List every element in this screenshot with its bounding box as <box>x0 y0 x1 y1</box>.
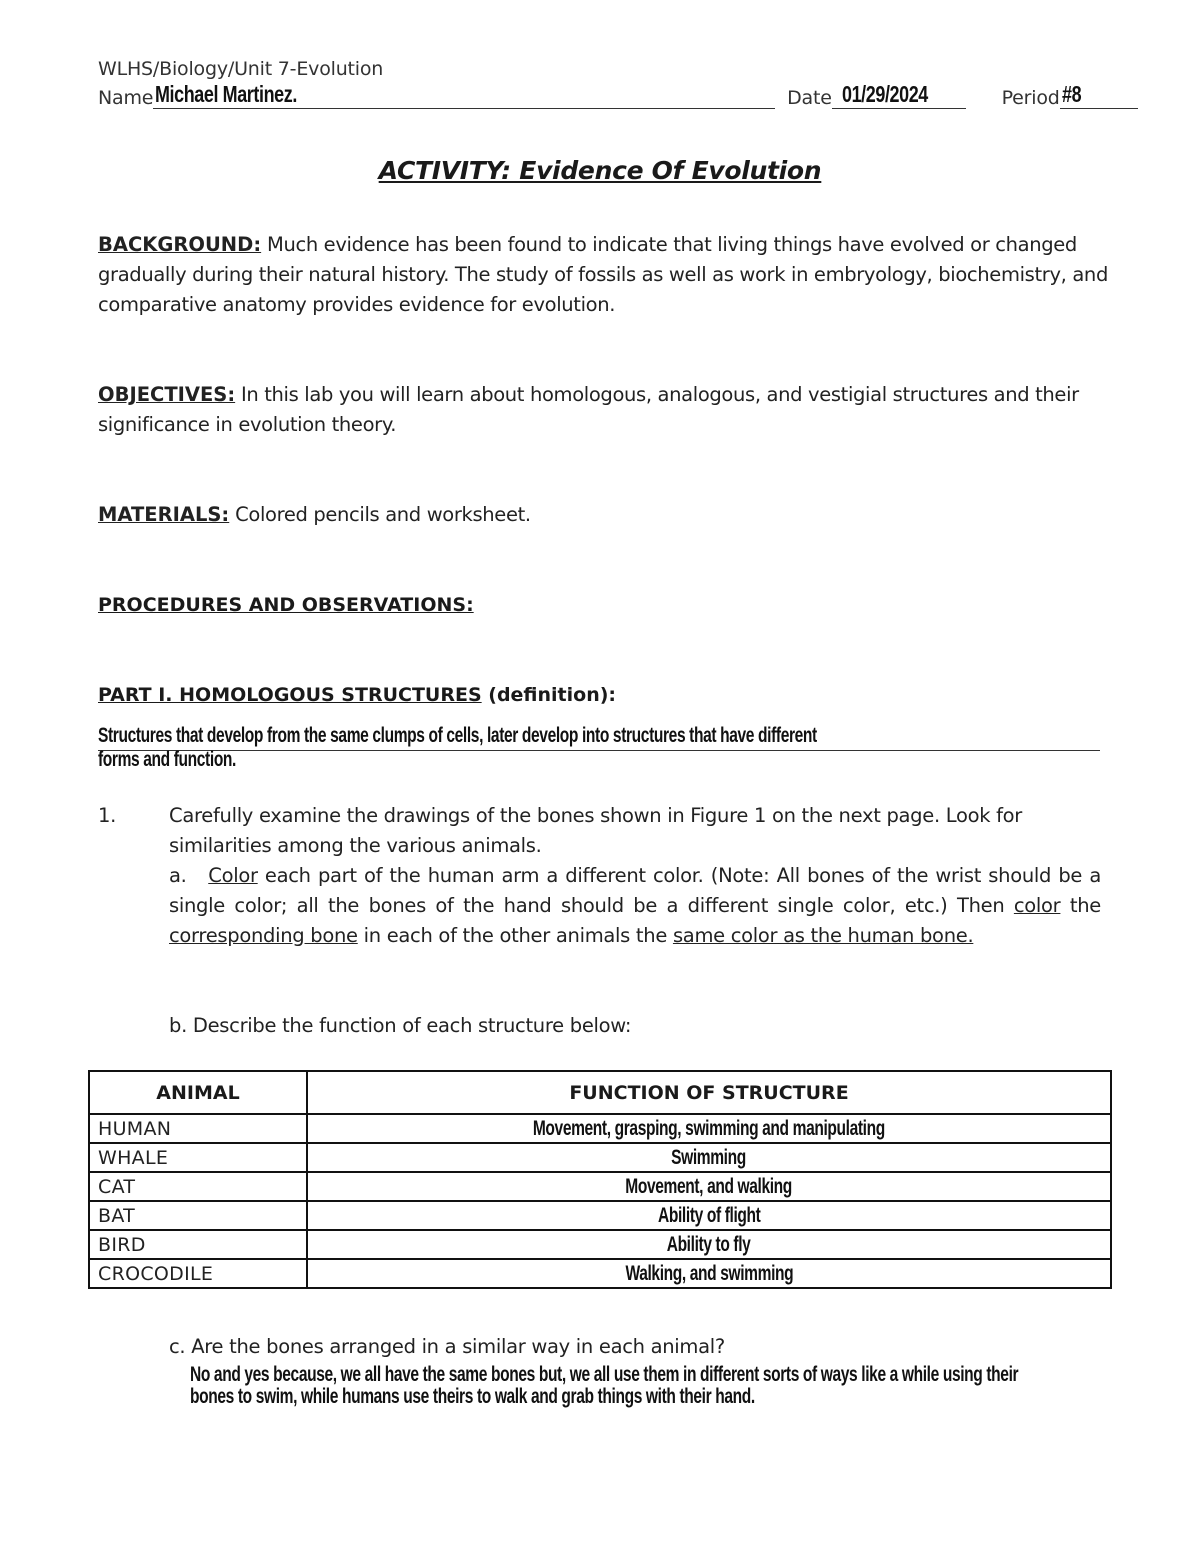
function-table <box>88 1070 1112 1289</box>
materials-section <box>98 500 1108 530</box>
materials-text: Colored pencils and worksheet. <box>229 503 531 526</box>
table-header-row <box>89 1071 1111 1114</box>
function-cell[interactable] <box>307 1114 1111 1143</box>
function-answer: Movement, and walking <box>625 1174 793 1198</box>
period-value: #8 <box>1061 81 1081 107</box>
q1c-text: c. Are the bones arranged in a similar way in each animal? <box>169 1335 725 1358</box>
table-row <box>89 1259 1111 1288</box>
background-section <box>98 230 1108 320</box>
q1a-instructions <box>169 861 1101 951</box>
period-field[interactable] <box>1060 81 1138 109</box>
q1c-answer-field[interactable] <box>190 1364 1200 1408</box>
name-label: Name <box>98 87 154 109</box>
objectives-section <box>98 380 1108 440</box>
period-label: Period <box>1001 87 1060 109</box>
q1-text: Carefully examine the drawings of the bones shown in Figure 1 on the next page. Look for similarities among the various animals. <box>169 804 1023 857</box>
q1a-the: the <box>1060 894 1101 917</box>
q1a-label: a. <box>169 864 187 887</box>
q1a-color-word: Color <box>208 864 258 887</box>
animal-cell: CROCODILE <box>89 1259 307 1288</box>
q1a-color-word2: color <box>1013 894 1061 917</box>
objectives-label: OBJECTIVES: <box>98 383 236 406</box>
course-header <box>98 58 383 80</box>
table-row <box>89 1230 1111 1259</box>
function-cell[interactable] <box>307 1230 1111 1259</box>
function-answer: Walking, and swimming <box>625 1261 793 1285</box>
q1a-text2: in each of the other animals the <box>357 924 673 947</box>
q1c-answer-line1: No and yes because, we all have the same bones but, we all use them in different sorts of ways like a while using their <box>190 1363 1019 1386</box>
q1a-text1: each part of the human arm a different color. (Note: All bones of the wrist should be a single color; all the bones of the hand should be a different single color, etc.) Then <box>169 864 1101 917</box>
animal-cell: HUMAN <box>89 1114 307 1143</box>
course-label: WLHS/Biology/ <box>98 58 235 80</box>
table-row <box>89 1143 1111 1172</box>
table-row <box>89 1172 1111 1201</box>
function-cell[interactable] <box>307 1259 1111 1288</box>
definition-answer: Structures that develop from the same clumps of cells, later develop into structures that have different forms and function. <box>98 724 817 771</box>
animal-cell: CAT <box>89 1172 307 1201</box>
function-cell[interactable] <box>307 1143 1111 1172</box>
animal-cell: WHALE <box>89 1143 307 1172</box>
q1a-same-color: same color as the human bone. <box>672 924 974 947</box>
procedures-heading <box>98 594 474 616</box>
function-answer: Ability of flight <box>657 1203 761 1227</box>
table-row <box>89 1201 1111 1230</box>
objectives-text: In this lab you will learn about homologous, analogous, and vestigial structures and their significance in evolution theory. <box>98 383 1079 436</box>
q1a-corresponding-bone: corresponding bone <box>169 924 358 947</box>
q1-number: 1. <box>98 804 117 827</box>
part1-heading-tail: (definition): <box>481 684 617 706</box>
animal-cell: BIRD <box>89 1230 307 1259</box>
date-field[interactable] <box>832 81 966 109</box>
page-title: ACTIVITY: Evidence Of Evolution <box>378 156 822 185</box>
background-text: Much evidence has been found to indicate that living things have evolved or changed gradually during their natural history. The study of fossils as well as work in embryology, biochemistry, and comparative anatomy provides evidence for evolution. <box>98 233 1108 316</box>
part1-heading <box>98 684 616 706</box>
function-answer: Ability to fly <box>667 1232 751 1256</box>
function-answer: Movement, grasping, swimming and manipulating <box>532 1116 886 1140</box>
unit-label: Unit 7-Evolution <box>234 58 384 80</box>
definition-field[interactable] <box>98 724 1100 771</box>
q1b-text: b. Describe the function of each structure below: <box>169 1014 632 1037</box>
date-value: 01/29/2024 <box>841 81 928 107</box>
q1c-answer-line2: bones to swim, while humans use theirs to walk and grab things with their hand. <box>190 1385 755 1408</box>
col-function-header: FUNCTION OF STRUCTURE <box>307 1071 1111 1114</box>
table-row <box>89 1114 1111 1143</box>
function-answer: Swimming <box>671 1145 747 1169</box>
name-field[interactable] <box>153 81 775 109</box>
background-label: BACKGROUND: <box>98 233 262 256</box>
col-animal-header: ANIMAL <box>89 1071 307 1114</box>
date-label: Date <box>787 87 832 109</box>
procedures-heading-text: PROCEDURES AND OBSERVATIONS: <box>98 594 474 616</box>
animal-cell: BAT <box>89 1201 307 1230</box>
name-value: Michael Martinez. <box>155 81 298 107</box>
function-cell[interactable] <box>307 1201 1111 1230</box>
student-info-line <box>98 81 1138 109</box>
function-cell[interactable] <box>307 1172 1111 1201</box>
part1-heading-underlined: PART I. HOMOLOGOUS STRUCTURES <box>98 684 482 706</box>
materials-label: MATERIALS: <box>98 503 230 526</box>
